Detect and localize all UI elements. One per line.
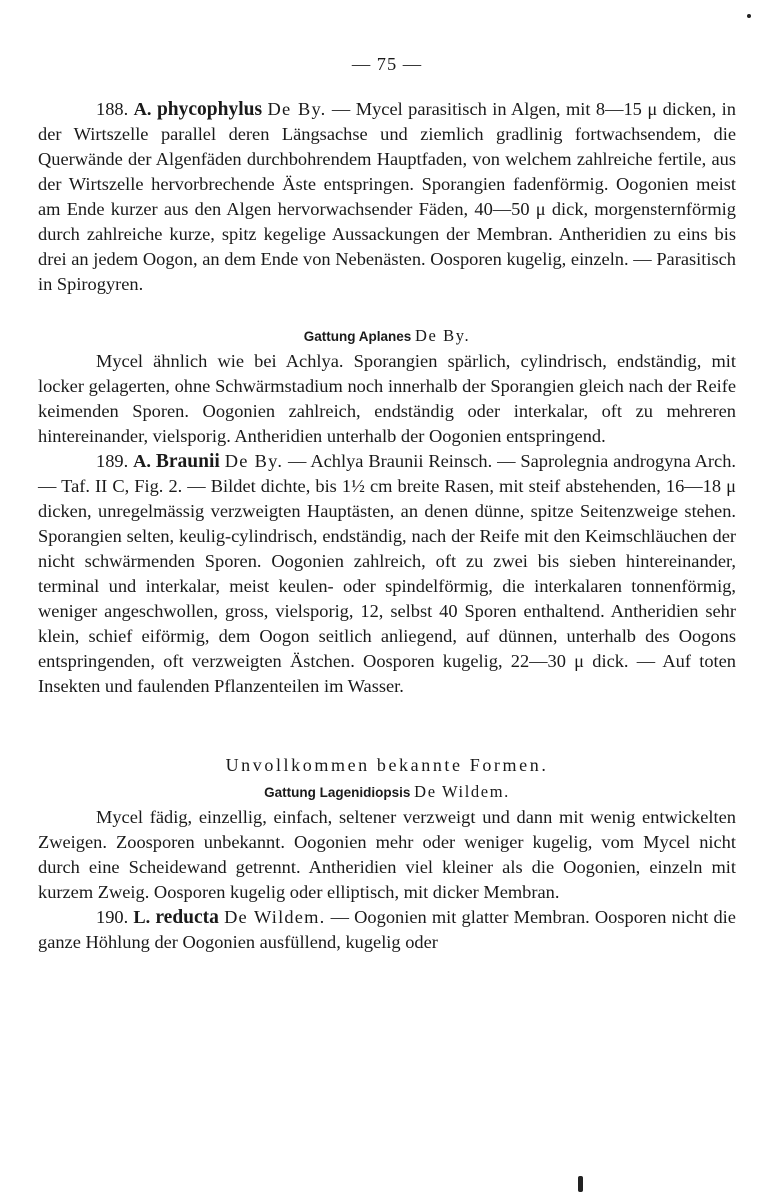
entry-190: [38, 905, 736, 955]
entry-text: — Mycel parasitisch in Algen, mit 8—15 μ dicken, in der Wirtszelle parallel deren Längsachse und ziemlich gradlinig fortwachsendem, die Querwände der Algenfäden durchbohrendem Hauptfaden, von welchem zahlreiche fertile, aus der Wirtszelle hervorbrechende Äste entspringen. Sporangien fadenförmig. Oogonien meist am Ende kurzer aus den Algen hervorwachsender Fäden, 40—50 μ dick, morgensternförmig durch zahlreiche kurze, spitz kegelige Aussackungen der Membran. Antheridien zu eins bis drei an jedem Oogon, an dem Ende von Nebenästen. Oosporen kugelig, einzeln. — Parasitisch in Spirogyren.: [38, 99, 736, 294]
entry-text: — Achlya Braunii Reinsch. — Saprolegnia androgyna Arch. — Taf. II C, Fig. 2. — Bildet dichte, bis 1½ cm breite Rasen, mit steif abstehenden, 16—18 μ dicken, unregelmässig verzweigten Hauptästen, an denen dünne, spitze Seitenzweige stehen. Sporangien selten, keulig-cylindrisch, endständig, nach der Reife mit den Keimschläuchen der nicht schwärmenden Sporen. Oogonien zahlreich, oft zu zwei bis sieben hintereinander, terminal und interkalar, meist keulen- oder spindelförmig, die interkalaren tonnenförmig, weniger angeschwollen, gross, vielsporig, 12, selbst 40 Sporen enthaltend. Antheridien sehr klein, schief eiförmig, dem Oogon seitlich anliegend, auf dünnen, unterhalb des Oogons entspringenden, oft verzweigten Ästchen. Oosporen kugelig, 22—30 μ dick. — Auf toten Insekten und faulenden Pflanzenteilen im Wasser.: [38, 451, 736, 696]
author: De Wildem.: [224, 907, 326, 927]
entry-189: [38, 449, 736, 699]
genus-author: De By.: [415, 326, 471, 345]
genus-heading-aplanes: [38, 324, 736, 349]
genus-abbrev: L.: [133, 907, 151, 927]
entry-188: [38, 97, 736, 297]
species-name: Braunii: [155, 451, 220, 472]
entry-number: 188.: [96, 99, 129, 119]
print-blot: [578, 1176, 583, 1192]
genus-author: De Wildem.: [414, 782, 510, 801]
author: De By.: [224, 451, 284, 471]
author: De By.: [267, 99, 327, 119]
page-body: [38, 52, 736, 955]
genus-description-lagenidiopsis: Mycel fädig, einzellig, einfach, seltener verzweigt und dann mit wenig entwickelten Zweigen. Zoosporen unbekannt. Oogonien mehr oder weniger kugelig, vom Mycel nicht durch eine Scheidewand getrennt. Antheridien viel kleiner als die Oogonien, einzeln mit kurzem Zweig. Oosporen kugelig oder elliptisch, mit dicker Membran.: [38, 807, 736, 902]
entry-number: 190.: [96, 907, 129, 927]
genus-description-aplanes: Mycel ähnlich wie bei Achlya. Sporangien spärlich, cylindrisch, endständig, mit locker gelagerten, ohne Schwärmstadium noch innerhalb der Sporangien gleich nach der Reife keimenden Sporen. Oogonien zahlreich, endständig oder interkalar, oft zu mehreren hintereinander, vielsporig. Antheridien unterhalb der Oogonien entspringend.: [38, 351, 736, 446]
genus-label: Gattung Lagenidiopsis: [264, 785, 411, 800]
genus-abbrev: A.: [133, 99, 152, 119]
genus-label: Gattung Aplanes: [303, 329, 412, 344]
print-speck: [747, 14, 751, 18]
section-heading: Unvollkommen bekannte Formen.: [225, 755, 549, 775]
genus-abbrev: A.: [133, 451, 151, 471]
species-name: reducta: [155, 907, 219, 928]
page-number: — 75 —: [351, 54, 423, 74]
entry-number: 189.: [96, 451, 129, 471]
entry-text: — Oogonien mit glatter Membran. Oosporen nicht die ganze Höhlung der Oogonien ausfüllend, kugelig oder: [38, 907, 736, 952]
genus-heading-lagenidiopsis: [38, 780, 736, 805]
species-name: phycophylus: [156, 99, 263, 120]
